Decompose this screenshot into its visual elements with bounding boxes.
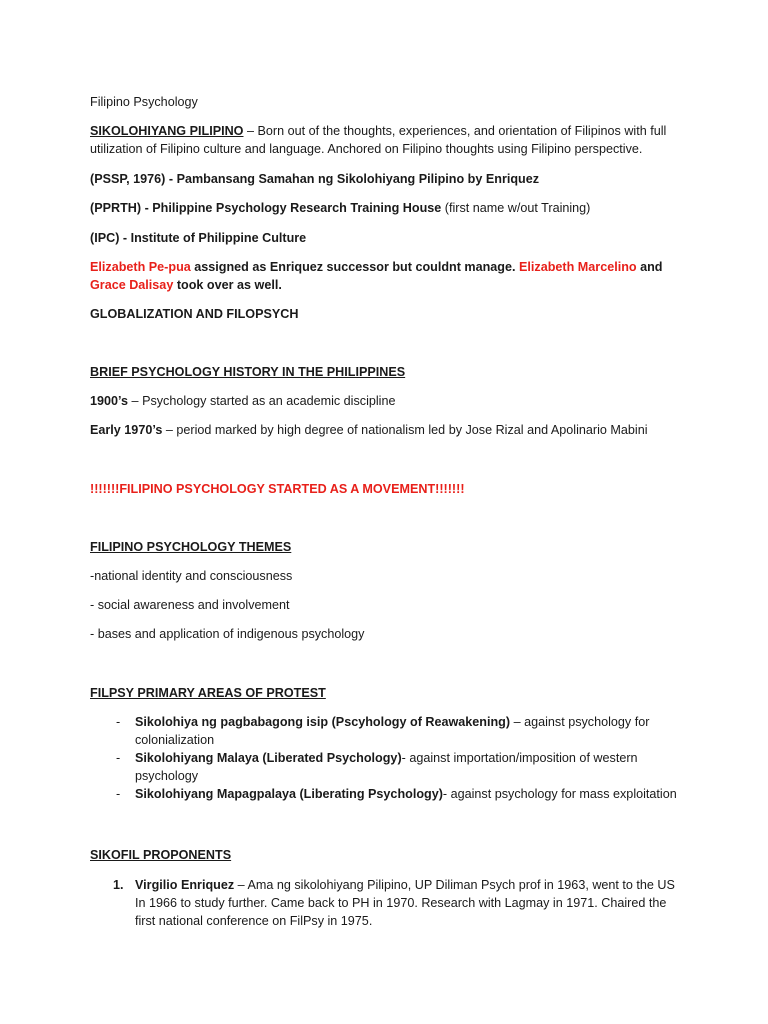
list-dash: - bbox=[116, 751, 121, 765]
org-ipc: (IPC) - Institute of Philippine Culture bbox=[90, 231, 307, 245]
successor-name-1: Elizabeth Pe-pua bbox=[90, 260, 191, 274]
protest-item bbox=[90, 785, 680, 803]
intro-term: SIKOLOHIYANG PILIPINO bbox=[90, 124, 244, 138]
theme-item: -national identity and consciousness bbox=[90, 569, 293, 583]
protest-item bbox=[90, 749, 680, 785]
proponent-name: Virgilio Enriquez bbox=[135, 878, 235, 892]
successor-text-1: assigned as Enriquez successor but couldnt manage. bbox=[190, 260, 520, 274]
proponent-number: 1. bbox=[113, 878, 124, 892]
list-dash: - bbox=[116, 715, 121, 729]
proponent-text: – Ama ng sikolohiyang Pilipino, UP Diliman Psych prof in 1963, went to the US In 1966 to study further. Came back to PH in 1970. Research with Lagmay in 1971. Chaired the first national conference on FilPsy in 1975. bbox=[135, 878, 675, 928]
org-pprth bbox=[90, 199, 680, 217]
successor-name-2: Elizabeth Marcelino bbox=[519, 260, 637, 274]
history-heading: BRIEF PSYCHOLOGY HISTORY IN THE PHILIPPINES bbox=[90, 365, 406, 379]
successor-name-3: Grace Dalisay bbox=[90, 278, 174, 292]
successors-paragraph bbox=[90, 258, 680, 294]
org-pprth-name: (PPRTH) - Philippine Psychology Research Training House bbox=[90, 201, 442, 215]
protest-heading: FILPSY PRIMARY AREAS OF PROTEST bbox=[90, 686, 326, 700]
history-text: – period marked by high degree of nationalism led by Jose Rizal and Apolinario Mabini bbox=[162, 423, 648, 437]
org-pprth-note: (first name w/out Training) bbox=[441, 201, 591, 215]
movement-callout: !!!!!!!FILIPINO PSYCHOLOGY STARTED AS A MOVEMENT!!!!!!! bbox=[90, 482, 465, 496]
history-text: – Psychology started as an academic discipline bbox=[128, 394, 396, 408]
themes-heading: FILIPINO PSYCHOLOGY THEMES bbox=[90, 540, 292, 554]
successor-text-3: took over as well. bbox=[173, 278, 282, 292]
history-era: Early 1970’s bbox=[90, 423, 163, 437]
protest-item-text: - against psychology for mass exploitation bbox=[442, 787, 677, 801]
protest-list bbox=[90, 713, 680, 803]
protest-item-text: - against importation/imposition of western psychology bbox=[135, 751, 638, 783]
org-pssp: (PSSP, 1976) - Pambansang Samahan ng Sikolohiyang Pilipino by Enriquez bbox=[90, 172, 540, 186]
globalization-heading: GLOBALIZATION AND FILOPSYCH bbox=[90, 307, 299, 321]
protest-item-title: Sikolohiyang Malaya (Liberated Psychology) bbox=[135, 751, 402, 765]
protest-item-text: – against psychology for colonialization bbox=[135, 715, 650, 747]
history-item bbox=[90, 421, 680, 439]
protest-item-title: Sikolohiyang Mapagpalaya (Liberating Psychology) bbox=[135, 787, 443, 801]
theme-item: - bases and application of indigenous psychology bbox=[90, 627, 365, 641]
intro-paragraph bbox=[90, 122, 680, 158]
proponents-heading: SIKOFIL PROPONENTS bbox=[90, 848, 232, 862]
proponents-list bbox=[90, 876, 680, 930]
protest-item bbox=[90, 713, 680, 749]
intro-definition: – Born out of the thoughts, experiences, and orientation of Filipinos with full utilization of Filipino culture and language. Anchored on Filipino thoughts using Filipino perspective. bbox=[90, 124, 667, 156]
document-title: Filipino Psychology bbox=[90, 95, 198, 109]
theme-item: - social awareness and involvement bbox=[90, 598, 290, 612]
history-era: 1900’s bbox=[90, 394, 129, 408]
history-item bbox=[90, 392, 680, 410]
successor-text-2: and bbox=[636, 260, 663, 274]
proponent-item bbox=[90, 876, 680, 930]
protest-item-title: Sikolohiya ng pagbabagong isip (Pscyhology of Reawakening) bbox=[135, 715, 511, 729]
list-dash: - bbox=[116, 787, 121, 801]
